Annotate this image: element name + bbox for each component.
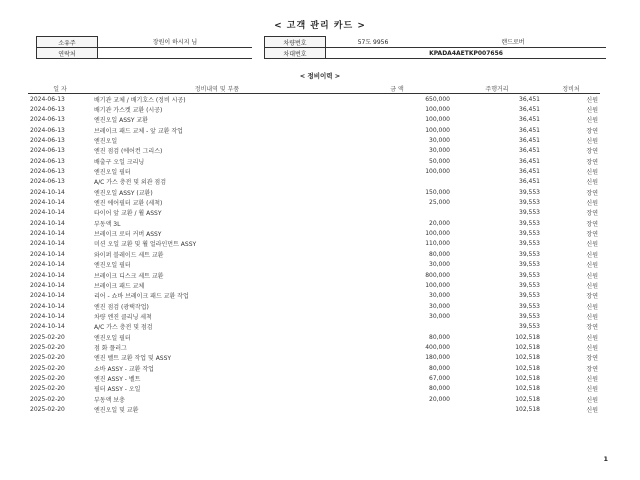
shop-cell: 장연 xyxy=(586,148,598,156)
date-cell: 2025-02-20 xyxy=(30,333,65,341)
mileage-cell: 39,553 xyxy=(519,240,540,248)
description-cell: 브레이크 패드 교체 - 앞 교환 작업 xyxy=(94,127,183,135)
shop-cell: 장연 xyxy=(586,231,598,239)
description-cell: 쇼바 ASSY - 교환 작업 xyxy=(94,365,154,373)
shop-cell: 신원 xyxy=(586,179,598,187)
owner-value: 장원이 하시지 님 xyxy=(98,37,253,48)
description-cell: A/C 가스 충전 및 점검 xyxy=(94,324,153,332)
vin-value: KPADA4AETKP007656 xyxy=(326,48,607,59)
description-cell: A/C 가스 충전 및 외관 점검 xyxy=(94,179,167,187)
history-subtitle: < 정비이력 > xyxy=(299,72,341,80)
amount-cell: 650,000 xyxy=(425,95,450,103)
customer-info-table xyxy=(36,36,606,59)
description-cell: 리어 - 쇼바 브레이크 패드 교환 작업 xyxy=(94,293,189,301)
date-cell: 2025-02-20 xyxy=(30,385,65,393)
mileage-cell: 39,553 xyxy=(519,312,540,320)
description-cell: 브레이크 디스크 세트 교환 xyxy=(94,272,164,280)
amount-cell: 80,000 xyxy=(429,250,450,258)
amount-cell: 67,000 xyxy=(429,374,450,382)
amount-cell: 80,000 xyxy=(429,333,450,341)
date-cell: 2024-06-13 xyxy=(30,147,65,155)
mileage-cell: 36,451 xyxy=(519,178,540,186)
date-cell: 2024-10-14 xyxy=(30,302,65,310)
mileage-cell: 102,518 xyxy=(515,333,540,341)
date-cell: 2024-10-14 xyxy=(30,281,65,289)
date-cell: 2024-10-14 xyxy=(30,323,65,331)
phone-label: 연락처 xyxy=(37,48,98,59)
table-row xyxy=(28,125,600,135)
amount-cell: 30,000 xyxy=(429,302,450,310)
table-row xyxy=(28,228,600,238)
description-cell: 엔진오일 xyxy=(94,138,118,146)
shop-cell: 신원 xyxy=(586,396,598,404)
table-row xyxy=(28,94,600,105)
table-row xyxy=(28,301,600,311)
table-row xyxy=(28,311,600,321)
header-shop: 정비처 xyxy=(542,84,600,94)
description-cell: 배출구 오일 크리닝 xyxy=(94,158,145,166)
date-cell: 2024-10-14 xyxy=(30,292,65,300)
mileage-cell: 36,451 xyxy=(519,116,540,124)
table-row xyxy=(28,260,600,270)
shop-cell: 신원 xyxy=(586,313,598,321)
date-cell: 2024-10-14 xyxy=(30,312,65,320)
header-description: 정비내역 및 부품 xyxy=(92,84,342,94)
amount-cell: 20,000 xyxy=(429,219,450,227)
amount-cell: 180,000 xyxy=(425,354,450,362)
date-cell: 2025-02-20 xyxy=(30,405,65,413)
description-cell: 엔진 점검 (광택작업) xyxy=(94,303,149,311)
amount-cell: 100,000 xyxy=(425,281,450,289)
description-cell: 와이퍼 블레이드 세트 교환 xyxy=(94,251,164,259)
car-number-label: 차량번호 xyxy=(265,37,326,48)
shop-cell: 신원 xyxy=(586,334,598,342)
shop-cell: 신원 xyxy=(586,169,598,177)
date-cell: 2025-02-20 xyxy=(30,364,65,372)
amount-cell: 800,000 xyxy=(425,271,450,279)
shop-cell: 신원 xyxy=(586,200,598,208)
description-cell: 엔진 ASSY - 벨트 xyxy=(94,375,141,383)
description-cell: 엔진오일 필터 xyxy=(94,334,131,342)
car-number-value: 57도 9956 xyxy=(326,37,421,48)
amount-cell xyxy=(342,322,452,332)
amount-cell: 400,000 xyxy=(425,343,450,351)
table-row xyxy=(28,322,600,332)
date-cell: 2024-10-14 xyxy=(30,250,65,258)
amount-cell: 100,000 xyxy=(425,230,450,238)
car-model-value: 랜드로버 xyxy=(420,37,606,48)
shop-cell: 신원 xyxy=(586,241,598,249)
table-row xyxy=(28,156,600,166)
mileage-cell: 39,553 xyxy=(519,271,540,279)
mileage-cell: 102,518 xyxy=(515,374,540,382)
date-cell: 2024-06-13 xyxy=(30,116,65,124)
description-cell: 부동액 보충 xyxy=(94,396,125,404)
shop-cell: 신원 xyxy=(586,282,598,290)
mileage-cell: 39,553 xyxy=(519,209,540,217)
mileage-cell: 36,451 xyxy=(519,106,540,114)
description-cell: 차량 엔진 클리닝 세척 xyxy=(94,313,152,321)
shop-cell: 신원 xyxy=(586,406,598,414)
mileage-cell: 39,553 xyxy=(519,219,540,227)
table-row xyxy=(28,363,600,373)
amount-cell: 30,000 xyxy=(429,261,450,269)
amount-cell: 100,000 xyxy=(425,106,450,114)
mileage-cell: 102,518 xyxy=(515,364,540,372)
table-row xyxy=(28,104,600,114)
amount-cell: 80,000 xyxy=(429,364,450,372)
mileage-cell: 102,518 xyxy=(515,405,540,413)
header-mileage: 주행거리 xyxy=(452,84,542,94)
mileage-cell: 39,553 xyxy=(519,302,540,310)
amount-cell: 100,000 xyxy=(425,126,450,134)
date-cell: 2025-02-20 xyxy=(30,354,65,362)
description-cell: 엔진오일 필터 xyxy=(94,262,131,270)
date-cell: 2024-10-14 xyxy=(30,199,65,207)
table-row xyxy=(28,270,600,280)
table-row xyxy=(28,404,600,414)
mileage-cell: 36,451 xyxy=(519,157,540,165)
description-cell: 엔진오일 ASSY 교환 xyxy=(94,117,148,125)
description-cell: 타이어 앞 교환 / 휠 ASSY xyxy=(94,210,162,218)
table-row xyxy=(28,239,600,249)
shop-cell: 신원 xyxy=(586,303,598,311)
table-row xyxy=(28,384,600,394)
amount-cell: 30,000 xyxy=(429,312,450,320)
amount-cell: 25,000 xyxy=(429,199,450,207)
table-row xyxy=(28,166,600,176)
date-cell: 2024-10-14 xyxy=(30,209,65,217)
date-cell: 2024-10-14 xyxy=(30,271,65,279)
mileage-cell: 39,553 xyxy=(519,199,540,207)
amount-cell xyxy=(342,208,452,218)
shop-cell: 신원 xyxy=(586,272,598,280)
table-row xyxy=(28,291,600,301)
amount-cell xyxy=(342,177,452,187)
table-row xyxy=(28,249,600,259)
page-number: 1 xyxy=(603,455,608,463)
header-amount: 금 액 xyxy=(342,84,452,94)
mileage-cell: 36,451 xyxy=(519,168,540,176)
description-cell: 배기관 교체 / 배기호스 (정비 시공) xyxy=(94,96,186,104)
shop-cell: 장연 xyxy=(586,189,598,197)
date-cell: 2024-06-13 xyxy=(30,137,65,145)
amount-cell: 80,000 xyxy=(429,385,450,393)
history-body xyxy=(28,94,600,415)
mileage-cell: 36,451 xyxy=(519,137,540,145)
date-cell: 2025-02-20 xyxy=(30,343,65,351)
shop-cell: 신원 xyxy=(586,138,598,146)
mileage-cell: 36,451 xyxy=(519,126,540,134)
table-row xyxy=(28,146,600,156)
shop-cell: 장연 xyxy=(586,293,598,301)
shop-cell: 장연 xyxy=(586,365,598,373)
table-row xyxy=(28,115,600,125)
header-date: 일 자 xyxy=(28,84,92,94)
shop-cell: 장연 xyxy=(586,158,598,166)
amount-cell: 100,000 xyxy=(425,116,450,124)
amount-cell: 150,000 xyxy=(425,188,450,196)
mileage-cell: 102,518 xyxy=(515,395,540,403)
shop-cell: 신원 xyxy=(586,375,598,383)
shop-cell: 장연 xyxy=(586,127,598,135)
table-row xyxy=(28,280,600,290)
amount-cell xyxy=(342,404,452,414)
history-header-row xyxy=(28,84,600,94)
table-row xyxy=(28,135,600,145)
shop-cell: 장연 xyxy=(586,210,598,218)
table-row xyxy=(28,218,600,228)
date-cell: 2024-06-13 xyxy=(30,178,65,186)
description-cell: 미션 오일 교환 및 휠 얼라인먼트 ASSY xyxy=(94,241,197,249)
table-row xyxy=(28,197,600,207)
table-row xyxy=(28,177,600,187)
mileage-cell: 39,553 xyxy=(519,292,540,300)
mileage-cell: 39,553 xyxy=(519,250,540,258)
document-title: < 고객 관리 카드 > xyxy=(274,21,366,31)
description-cell: 엔진 벨트 교환 작업 및 ASSY xyxy=(94,355,172,363)
date-cell: 2024-10-14 xyxy=(30,219,65,227)
table-row xyxy=(28,332,600,342)
description-cell: 엔진 점검 (에어컨 그리스) xyxy=(94,148,163,156)
description-cell: 배기관 가스켓 교환 (시공) xyxy=(94,107,163,115)
description-cell: 부동액 3L xyxy=(94,220,121,228)
description-cell: 엔진오일 필터 xyxy=(94,169,131,177)
shop-cell: 신원 xyxy=(586,262,598,270)
mileage-cell: 36,451 xyxy=(519,95,540,103)
shop-cell: 신원 xyxy=(586,386,598,394)
amount-cell: 30,000 xyxy=(429,292,450,300)
shop-cell: 신원 xyxy=(586,96,598,104)
amount-cell: 30,000 xyxy=(429,137,450,145)
description-cell: 엔진 에어필터 교환 (세척) xyxy=(94,200,163,208)
date-cell: 2024-10-14 xyxy=(30,230,65,238)
shop-cell: 장연 xyxy=(586,355,598,363)
amount-cell: 20,000 xyxy=(429,395,450,403)
date-cell: 2024-10-14 xyxy=(30,240,65,248)
description-cell: 엔진오일 ASSY (교환) xyxy=(94,189,153,197)
date-cell: 2024-06-13 xyxy=(30,157,65,165)
shop-cell: 장연 xyxy=(586,220,598,228)
mileage-cell: 36,451 xyxy=(519,147,540,155)
description-cell: 점 화 플러그 xyxy=(94,344,127,352)
info-row-2 xyxy=(37,48,607,59)
mileage-cell: 39,553 xyxy=(519,188,540,196)
date-cell: 2024-06-13 xyxy=(30,168,65,176)
amount-cell: 30,000 xyxy=(429,147,450,155)
amount-cell: 50,000 xyxy=(429,157,450,165)
shop-cell: 신원 xyxy=(586,107,598,115)
amount-cell: 100,000 xyxy=(425,168,450,176)
table-row xyxy=(28,353,600,363)
shop-cell: 신원 xyxy=(586,344,598,352)
mileage-cell: 39,553 xyxy=(519,323,540,331)
date-cell: 2024-06-13 xyxy=(30,126,65,134)
shop-cell: 장연 xyxy=(586,324,598,332)
date-cell: 2024-10-14 xyxy=(30,261,65,269)
table-row xyxy=(28,208,600,218)
description-cell: 브레이크 로터 커버 ASSY xyxy=(94,231,162,239)
description-cell: 필터 ASSY - 오일 xyxy=(94,386,141,394)
service-history-table xyxy=(28,84,600,415)
amount-cell: 110,000 xyxy=(425,240,450,248)
shop-cell: 신원 xyxy=(586,117,598,125)
table-row xyxy=(28,373,600,383)
date-cell: 2025-02-20 xyxy=(30,374,65,382)
description-cell: 브레이크 패드 교체 xyxy=(94,282,145,290)
description-cell: 엔진오일 및 교환 xyxy=(94,406,139,414)
vin-label: 차대번호 xyxy=(265,48,326,59)
mileage-cell: 102,518 xyxy=(515,354,540,362)
phone-value xyxy=(98,48,253,59)
date-cell: 2025-02-20 xyxy=(30,395,65,403)
table-row xyxy=(28,187,600,197)
mileage-cell: 39,553 xyxy=(519,281,540,289)
date-cell: 2024-06-13 xyxy=(30,106,65,114)
mileage-cell: 39,553 xyxy=(519,261,540,269)
shop-cell: 신원 xyxy=(586,251,598,259)
table-row xyxy=(28,394,600,404)
owner-label: 소유주 xyxy=(37,37,98,48)
date-cell: 2024-06-13 xyxy=(30,95,65,103)
table-row xyxy=(28,342,600,352)
mileage-cell: 102,518 xyxy=(515,385,540,393)
mileage-cell: 39,553 xyxy=(519,230,540,238)
info-row-1 xyxy=(37,37,607,48)
date-cell: 2024-10-14 xyxy=(30,188,65,196)
mileage-cell: 102,518 xyxy=(515,343,540,351)
